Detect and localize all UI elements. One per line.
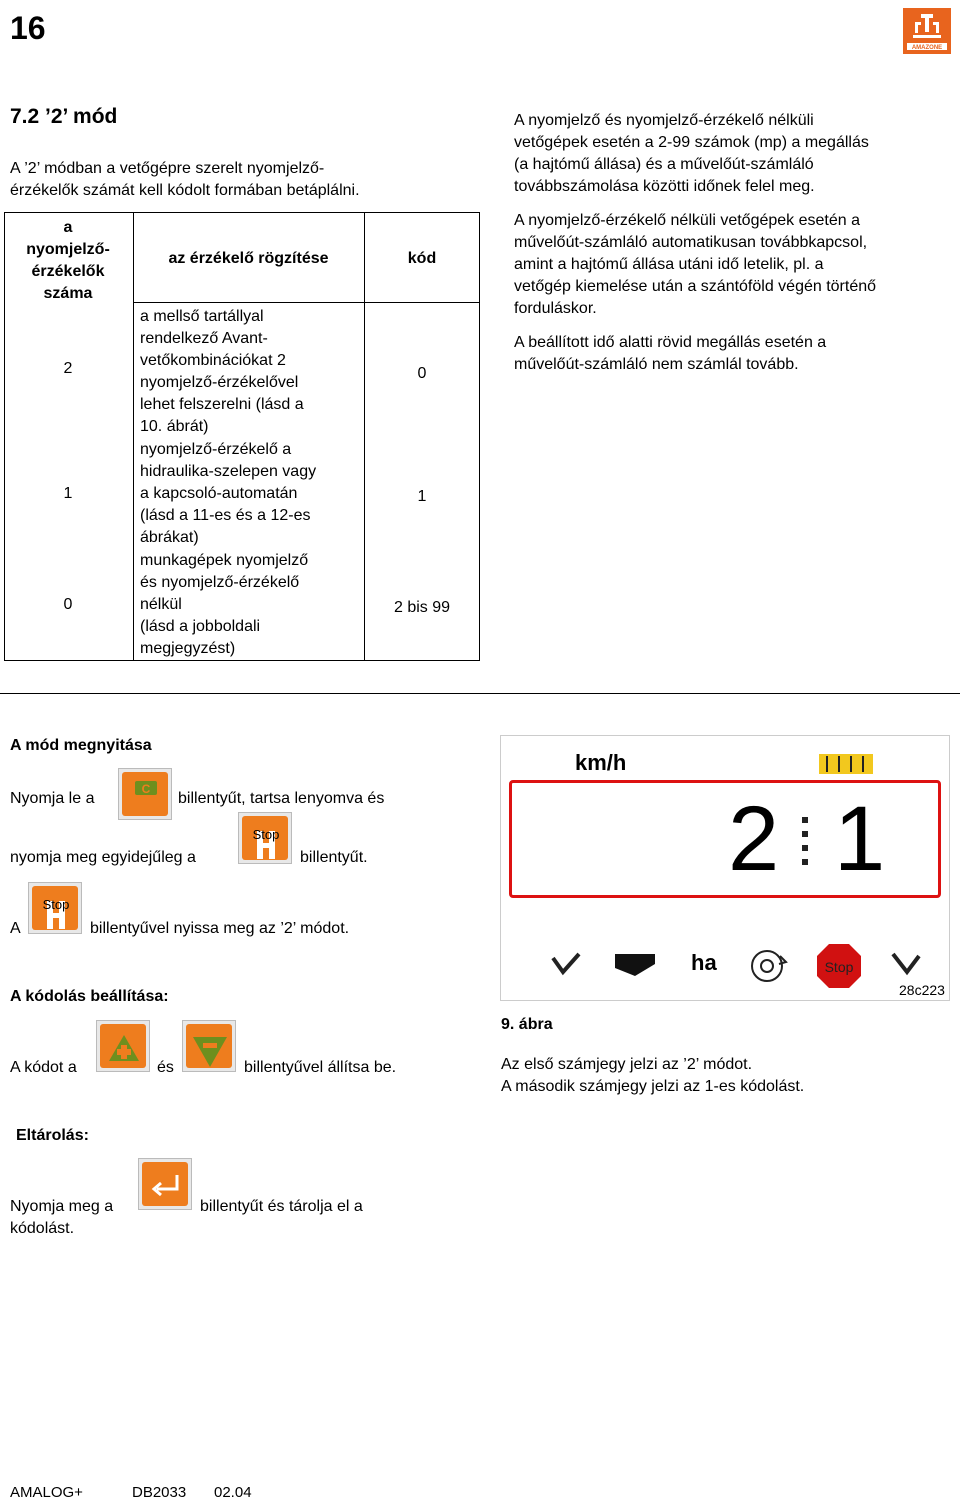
row-1-code: 0 [417, 365, 427, 382]
rotation-sensor-icon [747, 946, 791, 986]
open-step-3-pre: A [10, 920, 21, 937]
amazone-logo [903, 8, 951, 54]
open-step-2-pre: nyomja meg egyidejűleg a [10, 849, 196, 866]
digit-right: 1 [834, 788, 886, 890]
footer-date: 02.04 [214, 1484, 252, 1501]
header-sensor-count: a nyomjelző- érzékelők száma [26, 219, 110, 302]
svg-text:C: C [141, 782, 151, 796]
row-2-mounting: nyomjelző-érzékelő a hidraulika-szelepen vagy a kapcsoló-automatán (lásd a 11-es és a 12-es ábrákat) [140, 441, 317, 546]
enter-key-button[interactable] [138, 1158, 192, 1210]
footer-doc: DB2033 [132, 1484, 187, 1501]
stop-key-button[interactable] [238, 812, 292, 864]
figure-note-1: Az első számjegy jelzi az ’2’ módot. [501, 1056, 753, 1073]
right-paragraph-1: A nyomjelző és nyomjelző-érzékelő nélküli vetőgépek esetén a 2-99 számok (mp) a megállás (a hajtómű állása) és a művelőút-számláló továbbszámolása közötti időnek felel meg. [514, 112, 869, 195]
open-step-3-post: billentyűvel nyissa meg az ’2’ módot. [90, 920, 350, 937]
digit-left: 2 [728, 788, 780, 890]
store-heading: Eltárolás: [16, 1127, 89, 1144]
footer-product: AMALOG+ [10, 1484, 83, 1501]
row-3-code: 2 bis 99 [393, 599, 451, 616]
display-figure [500, 735, 950, 1001]
stop-key-icon [29, 883, 83, 935]
right-paragraph-2: A nyomjelző-érzékelő nélküli vetőgépek esetén a művelőút-számláló automatikusan továbbkapcsol, amint a hajtómű állása utáni idő letelik, pl. a vetőgép kiemelése után a szántóföld végén történő forduláskor. [514, 212, 877, 317]
row-3-count: 0 [63, 596, 73, 613]
separator-dots [800, 813, 812, 873]
row-2-code: 1 [417, 488, 427, 505]
figure-note-2: A második számjegy jelzi az 1-es kódolást. [501, 1078, 805, 1095]
intro-line-1: A ’2’ módban a vetőgépre szerelt nyomjelző- [10, 160, 325, 177]
store-post-2: kódolást. [10, 1220, 75, 1237]
enter-arrow-icon [139, 1159, 193, 1211]
svg-text:Stop: Stop [42, 897, 70, 912]
unit-kmh: km/h [575, 750, 627, 775]
c-key-icon [119, 769, 173, 821]
open-mode-heading: A mód megnyitása [10, 737, 152, 754]
svg-text:Stop: Stop [252, 827, 280, 842]
figure-caption: 9. ábra [501, 1016, 553, 1033]
check-left-icon [549, 948, 583, 980]
c-key-button[interactable] [118, 768, 172, 820]
svg-text:Stop: Stop [824, 959, 854, 975]
right-paragraph-3: A beállított idő alatti rövid megállás esetén a művelőút-számláló nem számlál tovább. [514, 334, 827, 373]
coding-and: és [157, 1059, 174, 1076]
row-1-count: 2 [63, 360, 73, 377]
stop-octagon-icon [815, 942, 863, 990]
hopper-icon [613, 950, 657, 980]
check-right-icon [889, 948, 923, 980]
section-title: 7.2 ’2’ mód [10, 105, 118, 128]
row-2-count: 1 [63, 485, 73, 502]
figure-ref: 28c223 [899, 982, 945, 998]
open-step-1-post: billentyűt, tartsa lenyomva és [178, 790, 385, 807]
coding-pre: A kódot a [10, 1059, 77, 1076]
sensor-code-table [4, 212, 480, 661]
plus-key-button[interactable] [96, 1020, 150, 1072]
plus-triangle-icon [97, 1021, 151, 1073]
unit-ha: ha [691, 950, 717, 975]
section-divider [0, 693, 960, 694]
open-step-1-pre: Nyomja le a [10, 790, 95, 807]
sowing-icon [819, 752, 873, 776]
stop-key-icon [239, 813, 293, 865]
display-frame [509, 780, 941, 898]
svg-text:AMAZONE: AMAZONE [911, 45, 943, 51]
header-code: kód [407, 250, 437, 267]
minus-triangle-icon [183, 1021, 237, 1073]
minus-key-button[interactable] [182, 1020, 236, 1072]
coding-heading: A kódolás beállítása: [10, 988, 169, 1005]
stop-key-button-2[interactable] [28, 882, 82, 934]
row-1-mounting: a mellső tartállyal rendelkező Avant- vetőkombinációkat 2 nyomjelző-érzékelővel lehet felszerelni (lásd a 10. ábrát) [140, 308, 304, 435]
page-number: 16 [10, 10, 46, 46]
store-post: billentyűt és tárolja el a [200, 1198, 363, 1215]
row-3-mounting: munkagépek nyomjelző és nyomjelző-érzékelő nélkül (lásd a jobboldali megjegyzést) [140, 552, 309, 657]
open-step-2-post: billentyűt. [300, 849, 368, 866]
coding-post: billentyűvel állítsa be. [244, 1059, 397, 1076]
header-mounting: az érzékelő rögzítése [168, 250, 329, 267]
intro-line-2: érzékelők számát kell kódolt formában betáplálni. [10, 182, 360, 199]
store-pre: Nyomja meg a [10, 1198, 114, 1215]
